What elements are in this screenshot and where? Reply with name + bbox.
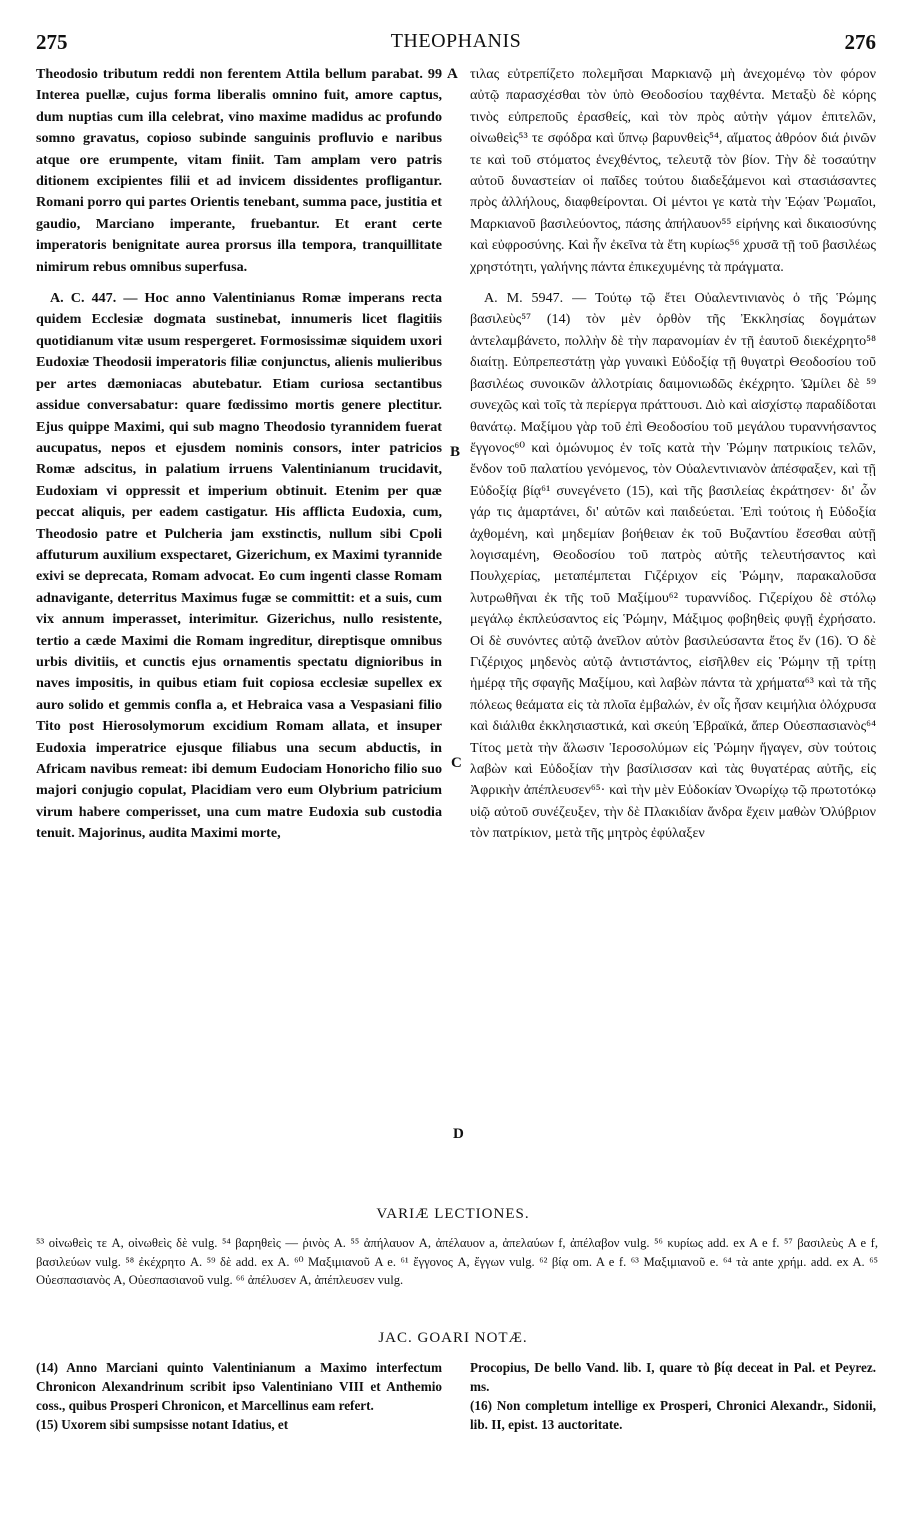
note-15: (15) Uxorem sibi sumpsisse notant Idatius, et bbox=[36, 1417, 289, 1432]
goari-notes-title: JAC. GOARI NOTÆ. bbox=[378, 1330, 528, 1346]
note-14: (14) Anno Marciani quinto Valentinianum a Maximo interfectum Chronicon Alexandrinum scribit ipso Valentiniano VIII et Anthemio coss., quibus Prosperi Chronicon, et Marcellinus eam refert. bbox=[36, 1360, 442, 1413]
latin-paragraph-2: A. C. 447. — Hoc anno Valentinianus Romæ imperans recta quidem Ecclesiæ dogmata sustinebat, innumeris licet flagitiis quotidianum vitæ usum respergeret. Formosissimæ siquidem uxori Eudoxiæ Theodosii imperatoris filiæ conjunctus, alienis mulieribus per artes dæmoniacas abutebatur. Etiam curiosa sectantibus assidue conversabatur: quare fœdissimo mortis genere plectitur. Ejus quippe Maximi, qui sub magno Theodosio tyrannidem fuerat aucupatus, nepos et ejusdem nominis consors, inter patricios Romæ adscitus, in palatium irruens Valentinianum trucidavit, Eudoxiam vi oppressit et imperium obtinuit. Etenim per quæ peccat aliquis, per eadem castigatur. His afflicta Eudoxia, cum, Theodosio patre et Pulcheria jam exstinctis, nullum sibi Cpoli affuturum auxilium exspectaret, Gizerichum, ex Maximi tyrannide exivi se deprecata, Romam advocat. Eo cum ingenti classe Romam adnavigante, deterritus Maximus fugæ se committit: et a suis, cum vix annum imperasset, interimitur. Gizerichus, nullo resistente, tertio a cæde Maximi die Romam ingreditur, direptisque omnibus urbis divitiis, et cunctis ejus ornamentis spectatu dignioribus in naves impositis, in quibus etiam fuit copiosa ecclesiæ supellex ex auro solido et gemmis confla a, et Hebraica vasa a Vespasiani filio Tito post Hierosolymorum excidium Romam allata, et insuper Eudoxia imperatrice ejusque filiabus una secum abductis, in Africam navibus remeat: ibi demum Eudociam Honoricho filio suo majori conjugio copulat, Placidiam vero eum Olybrium patricium virum habere comperisset, una cum matre Eudoxia sub custodia tenuit. Majorinus, audita Maximi morte, bbox=[36, 290, 442, 842]
notes-right-column bbox=[470, 1358, 876, 1434]
margin-letter-b: B bbox=[450, 444, 461, 460]
variae-lectiones bbox=[36, 1234, 878, 1290]
page-header bbox=[36, 30, 876, 56]
right-page-number: 276 bbox=[844, 30, 876, 54]
greek-paragraph-2: A. M. 5947. — Τούτῳ τῷ ἔτει Οὐαλεντινιανὸς ὁ τῆς Ῥώμης βασιλεὺς⁵⁷ (14) τὸν μὲν ὀρθὸν τῆς Ἐκκλησίας δογμάτων ἀντελαμβάνετο, πολλὴν δὲ τὴν παρανομίαν ἐν τῇ ἑαυτοῦ διεκέχρητο⁵⁸ διαίτῃ. Εὐπρεπεστάτῃ γὰρ γυναικὶ Εὐδοξίᾳ τῇ θυγατρὶ Θεοδοσίου τοῦ βασιλέως συνοικῶν ἀλλοτρίαις δαιμονιωδῶς ἐκέχρητο. Ὡμίλει δὲ ⁵⁹ συνεχῶς καὶ τοῖς τὰ περίεργα πράττουσι. Διὸ καὶ αἰσχίστῳ παραδίδοται θανάτῳ. Μαξίμου γὰρ τοῦ ἐπὶ Θεοδοσίου τοῦ μεγάλου τυραννήσαντος ἔγγονος⁶⁰ καὶ ὁμώνυμος ἐν τοῖς κατὰ τὴν Ῥώμην πατρικίοις τελῶν, ἔνδον τοῦ παλατίου γενόμενος, τὸν Οὐαλεντινιανὸν ἀπέσφαξεν, καὶ τῇ Εὐδοξίᾳ βίᾳ⁶¹ συνεγένετο (15), καὶ τῆς βασιλείας ἐκράτησεν· δι' ὧν γάρ τις ἁμαρτάνει, δι' αὐτῶν καὶ παιδεύεται. Ἐπὶ τούτοις ἡ Εὐδοξία ἀχθομένη, καὶ μηδεμίαν βοήθειαν ἐκ τοῦ Βυζαντίου ἔσεσθαι αὐτῇ λογισαμένη, Θεοδοσίου τοῦ πατρὸς αὐτῆς τελευτήσαντος καὶ Πουλχερίας, μεταπέμπεται Γιζέριχον εἰς Ῥώμην, παρακαλοῦσα λυτρωθῆναι ἐκ τῆς τοῦ Μαξίμου⁶² τυραννίδος. Γιζερίχου δὲ στόλῳ μεγάλῳ ἐκπλεύσαντος εἰς Ῥώμην, Μάξιμος φοβηθεὶς φυγῇ ἐχρήσατο. Οἱ δὲ συνόντες αὐτῷ ἀνεῖλον αὐτὸν βασιλεύσαντα ἔτος ἕν (16). Ὁ δὲ Γιζέριχος μηδενὸς αὐτῷ ἀντιστάντος, εἰσῆλθεν εἰς Ῥώμην τῇ τρίτῃ ἡμέρᾳ τῆς σφαγῆς Μαξίμου, καὶ λαβὼν πάντα τὰ χρήματα⁶³ καὶ τὰ τῆς πόλεως θεάματα εἰς τὰ πλοῖα ἐμβαλών, ἐν οἷς ἦσαν κειμήλια ὁλόχρυσα καὶ διάλιθα ἐκκλησιαστικά, καὶ σκεύη Ἑβραϊκά, ἅπερ Οὐεσπασιανὸς⁶⁴ Τίτος μετὰ τὴν ἅλωσιν Ἱεροσολύμων εἰς Ῥώμην ἤγαγεν, σὺν τούτοις λαβὼν καὶ Εὐδοξίαν τὴν βασίλισσαν καὶ τὰς θυγατέρας αὐτῆς, εἰς Ἀφρικὴν ἀπέπλευσεν⁶⁵· καὶ τὴν μὲν Εὐδοκίαν Ὀνωρίχῳ τῷ πρωτοτόκῳ υἱῷ αὐτοῦ συνέζευξεν, τὴν δὲ Πλακιδίαν ἄνδρα ἔχειν μαθὼν Ὀλύβριον τὸν πατρίκιον, μετὰ τῆς μητρὸς ἐφύλαξεν bbox=[470, 290, 876, 842]
notes-left-column bbox=[36, 1358, 442, 1434]
latin-paragraph-1: Theodosio tributum reddi non ferentem Attila bellum parabat. 99 Interea puellæ, cujus forma liberalis omnino fuit, amore captus, dum nuptias cum illa celebrat, vino maxime madidus ac profundo somno gravatus, copioso subinde sanguinis profluvio e naribus atque ore erumpente, vitam finiit. Tam amplam vero patris ditionem excipientes filii et ad invicem dissidentes profligantur. Romani porro qui partes Orientis tenebant, summa pace, justitia et gaudio, Marciano imperante, fruebantur. Et erant certe imperatoris benignitate aurea prorsus illa tempora, tranquillitate nimirum rebus omnibus superfusa. bbox=[36, 66, 442, 275]
latin-column bbox=[36, 64, 442, 1314]
greek-column bbox=[470, 64, 876, 1314]
left-page-number: 275 bbox=[36, 30, 68, 54]
margin-letter-a: A bbox=[447, 66, 458, 82]
margin-letter-c: C bbox=[451, 755, 462, 771]
margin-letter-d: D bbox=[453, 1126, 464, 1142]
running-title: THEOPHANIS bbox=[390, 30, 522, 52]
note-16: (16) Non completum intellige ex Prosperi, Chronici Alexandr., Sidonii, lib. II, epist. 13 auctoritate. bbox=[470, 1398, 876, 1432]
variae-text: ⁵³ οἰνωθεὶς τε A, οἰνωθεὶς δὲ vulg. ⁵⁴ βαρηθεὶς — ῥινὸς A. ⁵⁵ ἀπήλαυον A, ἀπέλαυον a, ἀπελαύων f, ἀπέλαβον vulg. ⁵⁶ κυρίως add. ex A e f. ⁵⁷ βασιλεὺς A e f, βασιλεύων vulg. ⁵⁸ ἐκέχρητο A. ⁵⁹ δὲ add. ex A. ⁶⁰ Μαξιμιανοῦ A e. ⁶¹ ἔγγονος A, ἔγγων vulg. ⁶² βίᾳ om. A e f. ⁶³ Μαξιμιανοῦ e. ⁶⁴ τὰ ante χρήμ. add. ex A. ⁶⁵ Οὐεσπασιανὸς A, Οὐεσπασιανοῦ vulg. ⁶⁶ ἀπέλυσεν A, ἀπέπλευσεν vulg. bbox=[36, 1236, 878, 1287]
greek-paragraph-1: τιλας εὐτρεπίζετο πολεμῆσαι Μαρκιανῷ μὴ ἀνεχομένῳ τὸν φόρον αὐτῷ παρασχέσθαι τὸν ὑπὸ Θεοδοσίου ταχθέντα. Μεταξὺ δὲ κόρης τινὸς εὐπρεποῦς ἐρασθείς, καὶ τὸν πρὸς αὐτὴν γάμον ἐπιτελῶν, οἰνωθεὶς⁵³ τε σφόδρα καὶ ὕπνῳ βαρυνθεὶς⁵⁴, αἵματος ἀθρόον διά ῥινῶν τε καὶ τοῦ στόματος ἐνεχθέντος, τελευτᾷ τὸν βίον. Τὴν δὲ τοσαύτην αὐτοῦ δυναστείαν οἱ παῖδες τούτου διαδεξάμενοι καὶ στασιάσαντες πρὸς ἀλλήλους, διαφθείρονται. Οἱ μέντοι γε κατὰ τὴν Ἑῴαν Ῥωμαῖοι, Μαρκιανοῦ βασιλεύοντος, πάσης ἀπήλαυον⁵⁵ εἰρήνης καὶ δικαιοσύνης καὶ εὐφροσύνης. Καὶ ἦν ἐκεῖνα τὰ ἔτη κυρίως⁵⁶ χρυσᾶ τῇ τοῦ βασιλέως χρηστότητι, γαλήνης πάντα ἐπικεχυμένης τὰ πράγματα. bbox=[470, 66, 876, 275]
variae-lectiones-title: VARIÆ LECTIONES. bbox=[376, 1206, 530, 1222]
note-15-continued: Procopius, De bello Vand. lib. I, quare τὸ βίᾳ deceat in Pal. et Peyrez. ms. bbox=[470, 1360, 876, 1394]
